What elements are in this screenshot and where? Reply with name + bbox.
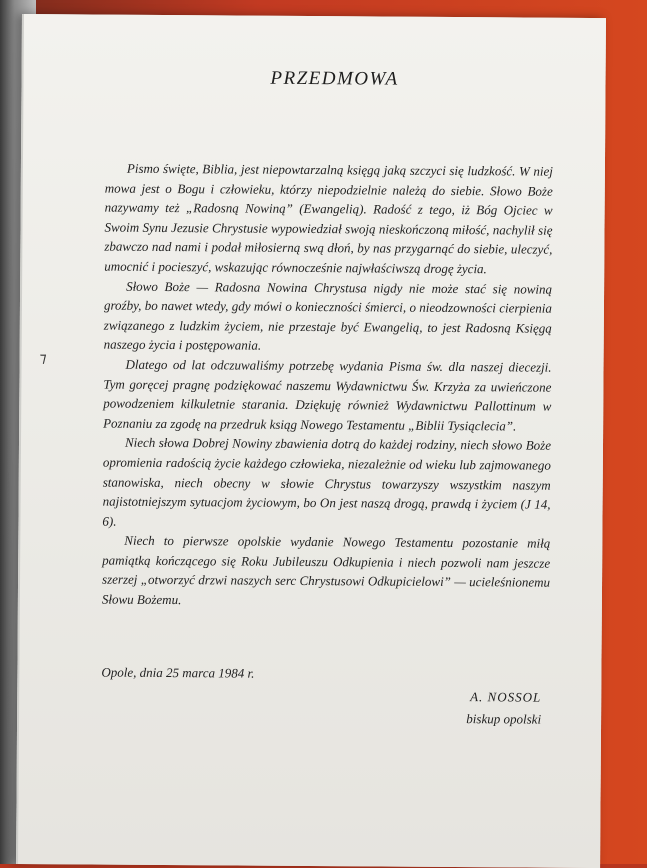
paragraph-5: Niech to pierwsze opolskie wydanie Nowego Testamentu pozostanie miłą pamiątką kończącego się Roku Jubileuszu Odkupienia i niech pozwoli nam jeszcze szerzej „otworzyć drzwi naszych serc Chrystusowi Odkupicielowi” — ucieleśnionemu Słowu Bożemu. [101,533,551,608]
signature-block [101,665,541,738]
signature-role: biskup opolski [466,711,542,727]
paragraph-1: Pismo święte, Biblia, jest niepowtarzalną księgą jaką szczyci się ludzkość. W niej mowa jest o Bogu i człowieku, którzy niepodzielnie należą do siebie. Słowo Boże nazywamy też „Radosną Nowiną” (Ewangelią). Radość z tego, iż Bóg Ojciec w Swoim Synu Jezusie Chrystusie wypowiedział swoją nieskończoną miłość, nachylił się zbawczo nad nami i podał miłosierną swą dłoń, by nas przygarnąć do siebie, uleczyć, umocnić i pocieszyć, wskazując równocześnie najwłaściwszą drogę życia. [104,160,553,277]
date-line: Opole, dnia 25 marca 1984 r. [101,664,255,681]
paragraph-2: Słowo Boże — Radosna Nowina Chrystusa nigdy nie może stać się nowiną groźby, bo nawet wtedy, gdy mówi o konieczności śmierci, o nieodzowności cierpienia związanego z ludzkim życiem, nie przestaje być Ewangelią, to jest Radosną Księgą naszego życia i postępowania. [103,278,553,354]
signature-name: A. NOSSOL [470,689,542,705]
book-page [16,14,606,868]
preface-body [102,159,553,613]
page-title: PRZEDMOWA [270,67,399,90]
paragraph-3: Dlatego od lat odczuwaliśmy potrzebę wydania Pisma św. dla naszej diecezji. Tym goręcej pragnę podziękować naszemu Wydawnictwu Św. Krzyża za uwieńczone powodzeniem kilkuletnie starania. Dziękuję również Wydawnictwu Pallottinum w Poznaniu za zgodę na przedruk ksiąg Nowego Testamentu „Biblii Tysiąclecia”. [103,356,552,434]
paragraph-4: Niech słowa Dobrej Nowiny zbawienia dotrą do każdej rodziny, niech słowo Boże opromienia radością życie każdego człowieka, niezależnie od wieku lub zajmowanego stanowiska, niech obecny w słowie Chrystus towarzyszy wszystkim naszym najistotniejszym sytuacjom życiowym, bo On jest naszą drogą, prawdą i życiem (J 14, 6). [102,435,552,529]
margin-mark: ⁊ [39,350,47,367]
